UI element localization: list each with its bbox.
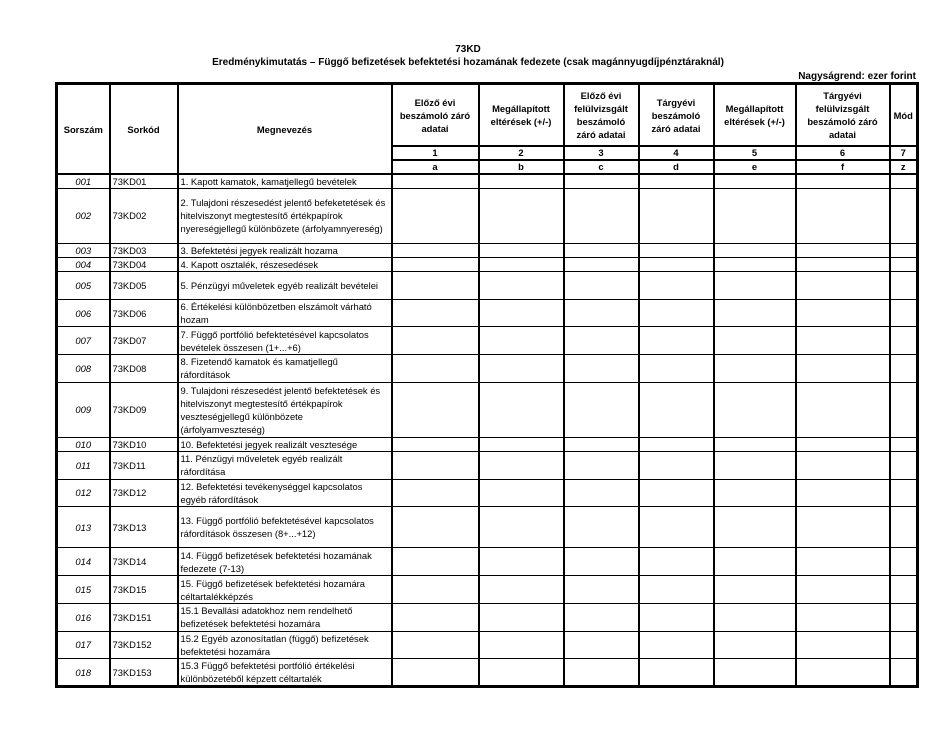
value-cell-col-7[interactable] bbox=[890, 576, 918, 604]
value-cell-col-4[interactable] bbox=[639, 479, 714, 507]
value-cell-col-7[interactable] bbox=[890, 437, 918, 451]
table-row bbox=[57, 659, 918, 687]
value-cell-col-5[interactable] bbox=[714, 355, 796, 383]
table-row bbox=[57, 437, 918, 451]
row-sorkod: 73KD14 bbox=[110, 548, 178, 576]
value-cell-col-3[interactable] bbox=[564, 174, 639, 189]
value-cell-col-3[interactable] bbox=[564, 659, 639, 687]
row-sorszam: 001 bbox=[57, 174, 110, 189]
value-cell-col-2[interactable] bbox=[479, 576, 564, 604]
value-cell-col-6[interactable] bbox=[796, 507, 890, 548]
value-cell-col-5[interactable] bbox=[714, 507, 796, 548]
value-cell-col-4[interactable] bbox=[639, 576, 714, 604]
value-cell-col-5[interactable] bbox=[714, 576, 796, 604]
value-cell-col-5[interactable] bbox=[714, 382, 796, 437]
row-sorkod: 73KD151 bbox=[110, 603, 178, 631]
row-sorkod: 73KD11 bbox=[110, 451, 178, 479]
value-cell-col-5[interactable] bbox=[714, 299, 796, 327]
value-cell-col-1[interactable] bbox=[392, 576, 479, 604]
form-code: 73KD bbox=[455, 44, 481, 55]
row-sorkod: 73KD152 bbox=[110, 631, 178, 659]
row-sorkod: 73KD09 bbox=[110, 382, 178, 437]
value-cell-col-1[interactable] bbox=[392, 272, 479, 300]
value-cell-col-4[interactable] bbox=[639, 507, 714, 548]
value-cell-col-6[interactable] bbox=[796, 479, 890, 507]
value-cell-col-3[interactable] bbox=[564, 631, 639, 659]
form-title: Eredménykimutatás – Függő befizetések befektetési hozamának fedezete (csak magánnyugdíjpénztáraknál) bbox=[212, 57, 724, 68]
value-cell-col-3[interactable] bbox=[564, 603, 639, 631]
value-cell-col-4[interactable] bbox=[639, 327, 714, 355]
row-sorszam: 010 bbox=[57, 437, 110, 451]
row-megnevezes: 15. Függő befizetések befektetési hozamára céltartalékképzés bbox=[178, 576, 392, 604]
value-cell-col-6[interactable] bbox=[796, 243, 890, 257]
row-sorszam: 005 bbox=[57, 272, 110, 300]
row-sorkod: 73KD12 bbox=[110, 479, 178, 507]
value-cell-col-2[interactable] bbox=[479, 243, 564, 257]
row-megnevezes: 7. Függő portfólió befektetésével kapcsolatos bevételek összesen (1+...+6) bbox=[178, 327, 392, 355]
table-row bbox=[57, 243, 918, 257]
col-number-6: 6 bbox=[796, 146, 890, 160]
value-cell-col-3[interactable] bbox=[564, 451, 639, 479]
value-cell-col-3[interactable] bbox=[564, 327, 639, 355]
row-sorszam: 013 bbox=[57, 507, 110, 548]
value-cell-col-1[interactable] bbox=[392, 299, 479, 327]
value-cell-col-1[interactable] bbox=[392, 603, 479, 631]
value-cell-col-4[interactable] bbox=[639, 272, 714, 300]
row-sorkod: 73KD03 bbox=[110, 243, 178, 257]
col-letter-7: z bbox=[890, 160, 918, 174]
header-sorszam: Sorszám bbox=[57, 84, 110, 175]
row-megnevezes: 15.3 Függő befektetési portfólió értékelési különbözetéből képzett céltartalék bbox=[178, 659, 392, 687]
value-cell-col-1[interactable] bbox=[392, 548, 479, 576]
value-cell-col-2[interactable] bbox=[479, 479, 564, 507]
value-cell-col-6[interactable] bbox=[796, 327, 890, 355]
col-letter-5: e bbox=[714, 160, 796, 174]
value-cell-col-5[interactable] bbox=[714, 603, 796, 631]
value-cell-col-3[interactable] bbox=[564, 189, 639, 244]
row-sorszam: 015 bbox=[57, 576, 110, 604]
value-cell-col-7[interactable] bbox=[890, 659, 918, 687]
col-number-1: 1 bbox=[392, 146, 479, 160]
table-row bbox=[57, 548, 918, 576]
row-megnevezes: 8. Fizetendő kamatok és kamatjellegű ráfordítások bbox=[178, 355, 392, 383]
value-cell-col-3[interactable] bbox=[564, 355, 639, 383]
unit-label: Nagyságrend: ezer forint bbox=[798, 71, 916, 82]
value-cell-col-7[interactable] bbox=[890, 189, 918, 244]
value-cell-col-3[interactable] bbox=[564, 507, 639, 548]
row-sorkod: 73KD13 bbox=[110, 507, 178, 548]
value-cell-col-1[interactable] bbox=[392, 631, 479, 659]
header-col-7: Mód bbox=[890, 84, 918, 147]
value-cell-col-2[interactable] bbox=[479, 659, 564, 687]
value-cell-col-3[interactable] bbox=[564, 382, 639, 437]
value-cell-col-1[interactable] bbox=[392, 355, 479, 383]
value-cell-col-3[interactable] bbox=[564, 576, 639, 604]
report-table bbox=[55, 82, 919, 688]
value-cell-col-5[interactable] bbox=[714, 272, 796, 300]
row-megnevezes: 13. Függő portfólió befektetésével kapcsolatos ráfordítások összesen (8+...+12) bbox=[178, 507, 392, 548]
value-cell-col-6[interactable] bbox=[796, 631, 890, 659]
value-cell-col-2[interactable] bbox=[479, 451, 564, 479]
row-sorszam: 017 bbox=[57, 631, 110, 659]
col-number-2: 2 bbox=[479, 146, 564, 160]
value-cell-col-7[interactable] bbox=[890, 174, 918, 189]
header-megnevezes: Megnevezés bbox=[178, 84, 392, 175]
value-cell-col-5[interactable] bbox=[714, 257, 796, 271]
table-row bbox=[57, 451, 918, 479]
value-cell-col-1[interactable] bbox=[392, 327, 479, 355]
row-sorszam: 004 bbox=[57, 257, 110, 271]
table-row bbox=[57, 576, 918, 604]
row-sorszam: 014 bbox=[57, 548, 110, 576]
value-cell-col-4[interactable] bbox=[639, 437, 714, 451]
row-sorszam: 003 bbox=[57, 243, 110, 257]
row-sorszam: 018 bbox=[57, 659, 110, 687]
value-cell-col-2[interactable] bbox=[479, 174, 564, 189]
value-cell-col-7[interactable] bbox=[890, 272, 918, 300]
value-cell-col-1[interactable] bbox=[392, 243, 479, 257]
value-cell-col-1[interactable] bbox=[392, 189, 479, 244]
value-cell-col-7[interactable] bbox=[890, 507, 918, 548]
row-sorkod: 73KD10 bbox=[110, 437, 178, 451]
value-cell-col-1[interactable] bbox=[392, 479, 479, 507]
header-col-6: Tárgyévi felülvizsgált beszámoló záró adatai bbox=[796, 84, 890, 147]
value-cell-col-3[interactable] bbox=[564, 257, 639, 271]
row-megnevezes: 9. Tulajdoni részesedést jelentő befektetések és hitelviszonyt megtestesítő értékpapírok veszteségjellegű különbözete (árfolyamveszteség) bbox=[178, 382, 392, 437]
value-cell-col-6[interactable] bbox=[796, 576, 890, 604]
value-cell-col-6[interactable] bbox=[796, 548, 890, 576]
value-cell-col-1[interactable] bbox=[392, 507, 479, 548]
value-cell-col-1[interactable] bbox=[392, 382, 479, 437]
value-cell-col-5[interactable] bbox=[714, 189, 796, 244]
row-sorkod: 73KD15 bbox=[110, 576, 178, 604]
value-cell-col-7[interactable] bbox=[890, 479, 918, 507]
col-letter-4: d bbox=[639, 160, 714, 174]
col-letter-6: f bbox=[796, 160, 890, 174]
value-cell-col-7[interactable] bbox=[890, 243, 918, 257]
header-col-3: Előző évi felülvizsgált beszámoló záró adatai bbox=[564, 84, 639, 147]
row-sorszam: 006 bbox=[57, 299, 110, 327]
header-sorkod: Sorkód bbox=[110, 84, 178, 175]
value-cell-col-2[interactable] bbox=[479, 189, 564, 244]
value-cell-col-5[interactable] bbox=[714, 437, 796, 451]
value-cell-col-1[interactable] bbox=[392, 451, 479, 479]
col-number-5: 5 bbox=[714, 146, 796, 160]
row-megnevezes: 14. Függő befizetések befektetési hozamának fedezete (7-13) bbox=[178, 548, 392, 576]
row-sorszam: 007 bbox=[57, 327, 110, 355]
value-cell-col-4[interactable] bbox=[639, 355, 714, 383]
value-cell-col-6[interactable] bbox=[796, 603, 890, 631]
value-cell-col-2[interactable] bbox=[479, 631, 564, 659]
value-cell-col-3[interactable] bbox=[564, 437, 639, 451]
table-row bbox=[57, 272, 918, 300]
value-cell-col-3[interactable] bbox=[564, 548, 639, 576]
header-col-4: Tárgyévi beszámoló záró adatai bbox=[639, 84, 714, 147]
value-cell-col-6[interactable] bbox=[796, 272, 890, 300]
header-col-1: Előző évi beszámoló záró adatai bbox=[392, 84, 479, 147]
value-cell-col-4[interactable] bbox=[639, 174, 714, 189]
col-number-3: 3 bbox=[564, 146, 639, 160]
value-cell-col-7[interactable] bbox=[890, 451, 918, 479]
value-cell-col-7[interactable] bbox=[890, 327, 918, 355]
value-cell-col-2[interactable] bbox=[479, 603, 564, 631]
value-cell-col-6[interactable] bbox=[796, 174, 890, 189]
col-letter-3: c bbox=[564, 160, 639, 174]
row-sorszam: 008 bbox=[57, 355, 110, 383]
value-cell-col-6[interactable] bbox=[796, 437, 890, 451]
value-cell-col-6[interactable] bbox=[796, 355, 890, 383]
value-cell-col-3[interactable] bbox=[564, 479, 639, 507]
value-cell-col-6[interactable] bbox=[796, 299, 890, 327]
row-megnevezes: 2. Tulajdoni részesedést jelentő befeketetések és hitelviszonyt megtestesítő értékpapírok nyereségjellegű különbözete (árfolyamnyereség) bbox=[178, 189, 392, 244]
row-sorkod: 73KD02 bbox=[110, 189, 178, 244]
table-row bbox=[57, 355, 918, 383]
row-megnevezes: 5. Pénzügyi műveletek egyéb realizált bevételei bbox=[178, 272, 392, 300]
value-cell-col-7[interactable] bbox=[890, 257, 918, 271]
table-row bbox=[57, 507, 918, 548]
value-cell-col-2[interactable] bbox=[479, 437, 564, 451]
value-cell-col-1[interactable] bbox=[392, 437, 479, 451]
value-cell-col-7[interactable] bbox=[890, 548, 918, 576]
col-letter-1: a bbox=[392, 160, 479, 174]
value-cell-col-4[interactable] bbox=[639, 243, 714, 257]
table-row bbox=[57, 174, 918, 189]
value-cell-col-5[interactable] bbox=[714, 243, 796, 257]
value-cell-col-4[interactable] bbox=[639, 189, 714, 244]
row-megnevezes: 10. Befektetési jegyek realizált vesztesége bbox=[178, 437, 392, 451]
header-col-5: Megállapított eltérések (+/-) bbox=[714, 84, 796, 147]
row-sorszam: 002 bbox=[57, 189, 110, 244]
row-megnevezes: 4. Kapott osztalék, részesedések bbox=[178, 257, 392, 271]
value-cell-col-6[interactable] bbox=[796, 189, 890, 244]
table-row bbox=[57, 189, 918, 244]
value-cell-col-5[interactable] bbox=[714, 479, 796, 507]
row-sorkod: 73KD04 bbox=[110, 257, 178, 271]
value-cell-col-2[interactable] bbox=[479, 382, 564, 437]
value-cell-col-4[interactable] bbox=[639, 451, 714, 479]
row-megnevezes: 12. Befektetési tevékenységgel kapcsolatos egyéb ráfordítások bbox=[178, 479, 392, 507]
value-cell-col-5[interactable] bbox=[714, 631, 796, 659]
col-number-4: 4 bbox=[639, 146, 714, 160]
row-sorkod: 73KD01 bbox=[110, 174, 178, 189]
value-cell-col-6[interactable] bbox=[796, 659, 890, 687]
col-letter-2: b bbox=[479, 160, 564, 174]
value-cell-col-5[interactable] bbox=[714, 327, 796, 355]
value-cell-col-1[interactable] bbox=[392, 174, 479, 189]
row-sorszam: 016 bbox=[57, 603, 110, 631]
value-cell-col-1[interactable] bbox=[392, 257, 479, 271]
value-cell-col-5[interactable] bbox=[714, 451, 796, 479]
value-cell-col-4[interactable] bbox=[639, 548, 714, 576]
value-cell-col-4[interactable] bbox=[639, 299, 714, 327]
table-row bbox=[57, 257, 918, 271]
value-cell-col-7[interactable] bbox=[890, 603, 918, 631]
row-sorszam: 012 bbox=[57, 479, 110, 507]
value-cell-col-7[interactable] bbox=[890, 631, 918, 659]
value-cell-col-2[interactable] bbox=[479, 548, 564, 576]
row-megnevezes: 3. Befektetési jegyek realizált hozama bbox=[178, 243, 392, 257]
table-row bbox=[57, 327, 918, 355]
row-sorkod: 73KD05 bbox=[110, 272, 178, 300]
value-cell-col-4[interactable] bbox=[639, 631, 714, 659]
value-cell-col-2[interactable] bbox=[479, 507, 564, 548]
value-cell-col-7[interactable] bbox=[890, 382, 918, 437]
row-sorkod: 73KD08 bbox=[110, 355, 178, 383]
value-cell-col-3[interactable] bbox=[564, 272, 639, 300]
value-cell-col-1[interactable] bbox=[392, 659, 479, 687]
table-row bbox=[57, 299, 918, 327]
row-sorkod: 73KD07 bbox=[110, 327, 178, 355]
value-cell-col-4[interactable] bbox=[639, 382, 714, 437]
row-sorkod: 73KD06 bbox=[110, 299, 178, 327]
row-megnevezes: 15.2 Egyéb azonosítatlan (függő) befizetések befektetési hozamára bbox=[178, 631, 392, 659]
row-megnevezes: 1. Kapott kamatok, kamatjellegű bevételek bbox=[178, 174, 392, 189]
value-cell-col-2[interactable] bbox=[479, 257, 564, 271]
value-cell-col-5[interactable] bbox=[714, 659, 796, 687]
value-cell-col-5[interactable] bbox=[714, 174, 796, 189]
table-row bbox=[57, 603, 918, 631]
value-cell-col-4[interactable] bbox=[639, 603, 714, 631]
table-body bbox=[57, 174, 918, 687]
table-row bbox=[57, 631, 918, 659]
table-row bbox=[57, 382, 918, 437]
value-cell-col-2[interactable] bbox=[479, 299, 564, 327]
value-cell-col-6[interactable] bbox=[796, 257, 890, 271]
value-cell-col-2[interactable] bbox=[479, 327, 564, 355]
value-cell-col-4[interactable] bbox=[639, 659, 714, 687]
row-sorkod: 73KD153 bbox=[110, 659, 178, 687]
row-sorszam: 011 bbox=[57, 451, 110, 479]
row-megnevezes: 15.1 Bevallási adatokhoz nem rendelhető befizetések befektetési hozamára bbox=[178, 603, 392, 631]
value-cell-col-4[interactable] bbox=[639, 257, 714, 271]
value-cell-col-5[interactable] bbox=[714, 548, 796, 576]
value-cell-col-3[interactable] bbox=[564, 243, 639, 257]
header-col-2: Megállapított eltérések (+/-) bbox=[479, 84, 564, 147]
row-megnevezes: 11. Pénzügyi műveletek egyéb realizált ráfordítása bbox=[178, 451, 392, 479]
value-cell-col-2[interactable] bbox=[479, 355, 564, 383]
col-number-7: 7 bbox=[890, 146, 918, 160]
value-cell-col-3[interactable] bbox=[564, 299, 639, 327]
value-cell-col-7[interactable] bbox=[890, 355, 918, 383]
row-megnevezes: 6. Értékelési különbözetben elszámolt várható hozam bbox=[178, 299, 392, 327]
value-cell-col-2[interactable] bbox=[479, 272, 564, 300]
value-cell-col-6[interactable] bbox=[796, 382, 890, 437]
row-sorszam: 009 bbox=[57, 382, 110, 437]
table-row bbox=[57, 479, 918, 507]
value-cell-col-6[interactable] bbox=[796, 451, 890, 479]
value-cell-col-7[interactable] bbox=[890, 299, 918, 327]
